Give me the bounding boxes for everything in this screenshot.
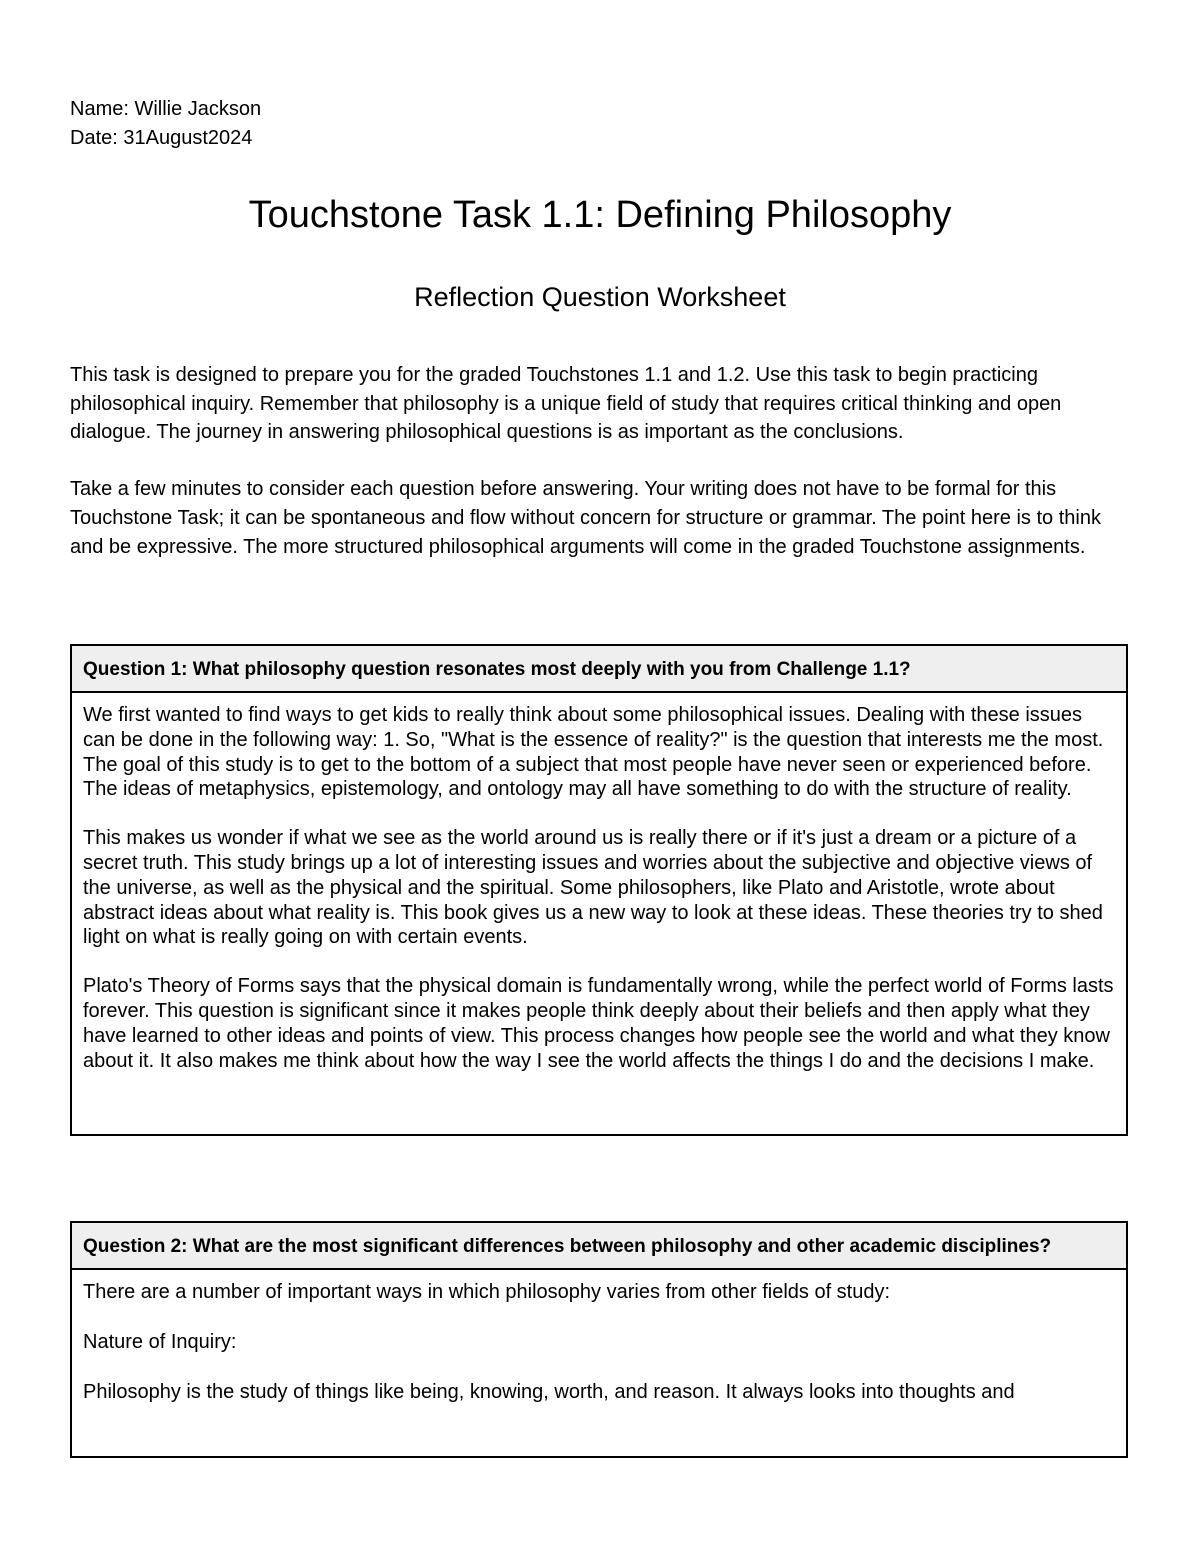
question-1-answer: [72, 693, 1126, 1087]
instructions-paragraph: Take a few minutes to consider each question before answering. Your writing does not have to be formal for this Touchstone Task; it can be spontaneous and flow without concern for structure or grammar. The point here is to think and be expressive. The more structured philosophical arguments will come in the graded Touchstone assignments.: [70, 478, 1101, 558]
answer-paragraph: Philosophy is the study of things like being, knowing, worth, and reason. It always looks into thoughts and: [83, 1380, 1015, 1403]
question-1-box: [70, 644, 1128, 1136]
question-2-box: [70, 1221, 1128, 1458]
answer-paragraph: Plato's Theory of Forms says that the physical domain is fundamentally wrong, while the perfect world of Forms lasts forever. This question is significant since it makes people think deeply about their beliefs and then apply what they have learned to other ideas and points of view. This process changes how people see the world and what they know about it. It also makes me think about how the way I see the world affects the things I do and the decisions I make.: [83, 975, 1114, 1072]
answer-subheading: Nature of Inquiry:: [83, 1330, 237, 1353]
question-2-answer: [72, 1270, 1126, 1443]
answer-paragraph: There are a number of important ways in which philosophy varies from other fields of study:: [83, 1281, 891, 1303]
document-title: Touchstone Task 1.1: Defining Philosophy: [248, 194, 952, 236]
student-info: [70, 95, 261, 153]
instructions: [70, 361, 1135, 589]
question-2-heading: Question 2: What are the most significant differences between philosophy and other academic disciplines?: [72, 1223, 1126, 1270]
instructions-paragraph: This task is designed to prepare you for the graded Touchstones 1.1 and 1.2. Use this task to begin practicing philosophical inquiry. Remember that philosophy is a unique field of study that requires critical thinking and open dialogue. The journey in answering philosophical questions is as important as the conclusions.: [70, 364, 1062, 444]
date-line: Date: 31August2024: [70, 127, 253, 149]
name-line: Name: Willie Jackson: [70, 98, 262, 120]
question-1-heading: Question 1: What philosophy question resonates most deeply with you from Challenge 1.1?: [72, 646, 1126, 693]
document-subtitle: Reflection Question Worksheet: [414, 282, 786, 312]
answer-paragraph: We first wanted to find ways to get kids to really think about some philosophical issues. Dealing with these issues can be done in the following way: 1. So, "What is the essence of reality?" is the question that interests me the most. The goal of this study is to get to the bottom of a subject that most people have never seen or experienced before. The ideas of metaphysics, epistemology, and ontology may all have something to do with the structure of reality.: [83, 704, 1104, 801]
answer-paragraph: This makes us wonder if what we see as the world around us is really there or if it's just a dream or a picture of a secret truth. This study brings up a lot of interesting issues and worries about the subjective and objective views of the universe, as well as the physical and the spiritual. Some philosophers, like Plato and Aristotle, wrote about abstract ideas about what reality is. This book gives us a new way to look at these ideas. These theories try to shed light on what is really going on with certain events.: [83, 827, 1103, 949]
